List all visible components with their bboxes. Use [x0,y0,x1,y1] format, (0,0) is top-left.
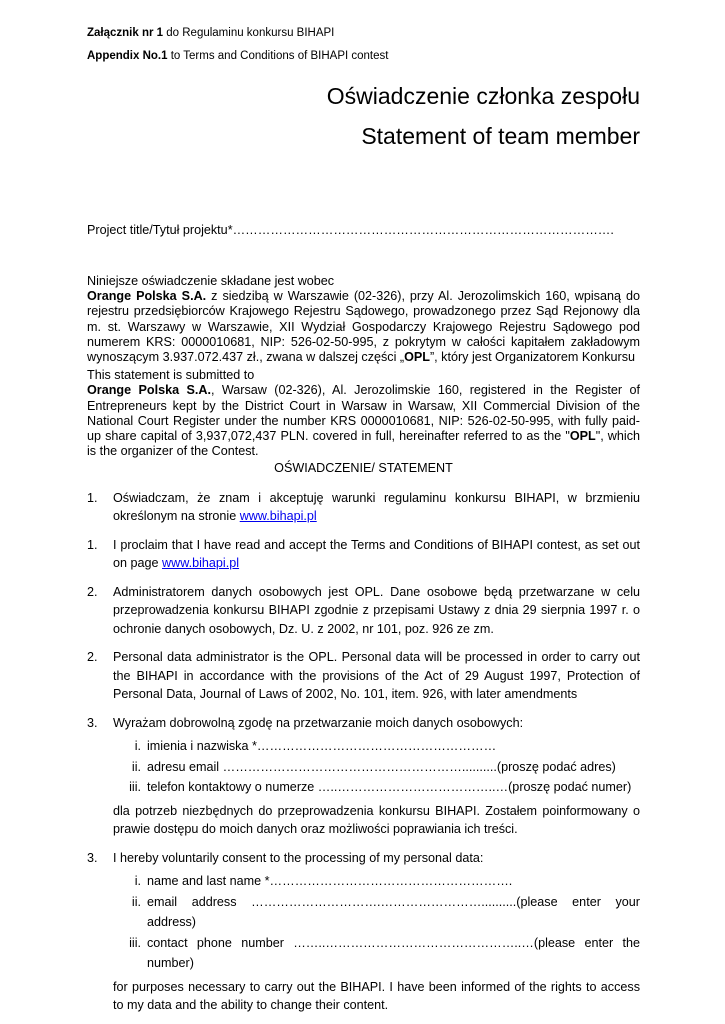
project-title-field: Project title/Tytuł projektu*………………………………………………………………………………. [87,223,614,237]
consent-field-email [113,892,640,933]
consent-field-text: contact phone number ……..………………………………………..…(please enter the number) [147,935,640,971]
consent-field-text: email address ………………………….……………………..........(please enter your address) [147,894,640,930]
consent-field-phone [113,777,640,798]
roman-numeral: ii. [131,759,141,774]
intro-pl-body-b: ”, który jest Organizatorem Konkursu [429,350,636,365]
intro-en-body-a: , Warsaw (02-326), Al. Jerozolimskie 160, registered in the Register of Entrepreneurs kept by the District Court in Warsaw in Warsaw, XII Commercial Division of the National Court Register under the number KRS 0000010681, NIP: 526-02-50-995, with fully paid-up share capital of 3,937,072,437 PLN. covered in full, hereinafter referred to as the " [87,383,640,444]
intro-pl-body-a: z siedzibą w Warszawie (02-326), przy Al. Jerozolimskich 160, wpisaną do rejestru przedsiębiorców Krajowego Rejestru Sądowego, prowadzonego przez Sąd Rejonowy dla m. st. Warszawy w Warszawie, XII Wydział Gospodarczy Krajowego Rejestru Sądowego pod numerem KRS: 0000010681, NIP: 526-02-50-995, z pokrytym w całości kapitałem zakładowym wynoszącym 3.937.072.437 zł., zwana w dalszej części „ [87,289,640,365]
list-item [87,714,640,839]
list-item [87,583,640,639]
consent-sublist-pl [113,736,640,798]
roman-numeral: iii. [129,935,141,950]
consent-sublist-en [113,871,640,974]
list-item [87,648,640,704]
item-text: Administratorem danych osobowych jest OPL. Dane osobowe będą przetwarzane w celu przeprowadzenia konkursu BIHAPI zgodnie z przepisami Ustawy z dnia 29 sierpnia 1997 r. o ochronie danych osobowych, Dz. U. z 2002, nr 101, poz. 926 ze zm. [113,584,640,636]
consent-field-text: telefon kontaktowy o numerze …..………………………………..…(proszę podać numer) [147,780,632,795]
document-page [87,22,640,1015]
intro-en-company: Orange Polska S.A. [87,383,211,398]
list-item [87,536,640,573]
intro-pl-line1: Niniejsze oświadczenie składane jest wobec [87,274,335,288]
consent-field-email [113,757,640,778]
appendix-text-pl: do Regulaminu konkursu BIHAPI [163,27,335,39]
intro-pl-company: Orange Polska S.A. [87,289,207,304]
item-text: I hereby voluntarily consent to the processing of my personal data: [113,850,484,865]
bihapi-link[interactable]: www.bihapi.pl [162,556,240,571]
roman-numeral: ii. [131,894,141,909]
consent-field-text: imienia i nazwiska *………………………………………………… [147,739,497,754]
appendix-header-pl [87,26,640,41]
item-text: Oświadczam, że znam i akceptuję warunki regulaminu konkursu BIHAPI, w brzmieniu określonym na stronie [113,490,640,524]
intro-en-opl: OPL [569,429,596,444]
consent-field-phone [113,933,640,974]
item-text: Wyrażam dobrowolną zgodę na przetwarzanie moich danych osobowych: [113,715,524,730]
consent-note: for purposes necessary to carry out the BIHAPI. I have been informed of the rights to access to my data and the ability to change their content. [113,979,640,1013]
appendix-label-pl: Załącznik nr 1 [87,27,164,39]
intro-en-line1: This statement is submitted to [87,368,255,383]
intro-pl-opl: OPL [404,350,430,365]
item-text: I proclaim that I have read and accept the Terms and Conditions of BIHAPI contest, as set out on page [113,537,640,571]
consent-field-text: name and last name *…………………………………………………. [147,874,513,889]
item-number: 1. [87,537,98,552]
roman-numeral: i. [134,739,141,754]
title-block [87,82,640,150]
consent-note: dla potrzeb niezbędnych do przeprowadzenia konkursu BIHAPI. Zostałem poinformowany o prawie dostępu do moich danych oraz możliwości poprawiania ich treści. [113,803,640,837]
roman-numeral: iii. [129,780,141,795]
page-title-pl: Oświadczenie członka zespołu [326,83,640,109]
item-number: 2. [87,650,98,665]
item-number: 3. [87,715,98,730]
bihapi-link[interactable]: www.bihapi.pl [239,509,317,524]
appendix-text-en: to Terms and Conditions of BIHAPI contest [167,50,389,62]
appendix-label-en: Appendix No.1 [87,50,168,62]
roman-numeral: i. [134,874,141,889]
intro-pl [87,274,640,365]
item-number: 1. [87,490,98,505]
page-title-en: Statement of team member [361,123,640,149]
consent-field-text: adresu email …………………………………………………..........(proszę podać adres) [147,759,616,774]
statement-heading: OŚWIADCZENIE/ STATEMENT [274,461,453,476]
consent-field-name [113,871,640,892]
intro-en-body-b: ", which is the organizer of the Contest. [87,429,640,459]
statement-list [87,489,640,1015]
intro-en [87,368,640,459]
list-item [87,489,640,526]
item-number: 3. [87,850,98,865]
item-text: Personal data administrator is the OPL. Personal data will be processed in order to carry out the BIHAPI in accordance with the provisions of the Act of 29 August 1997, Protection of Personal Data, Journal of Laws of 2002, No. 101, item. 926, with later amendments [113,650,640,702]
list-item [87,849,640,1015]
item-number: 2. [87,584,98,599]
consent-field-name [113,736,640,757]
appendix-header-en [87,49,640,64]
